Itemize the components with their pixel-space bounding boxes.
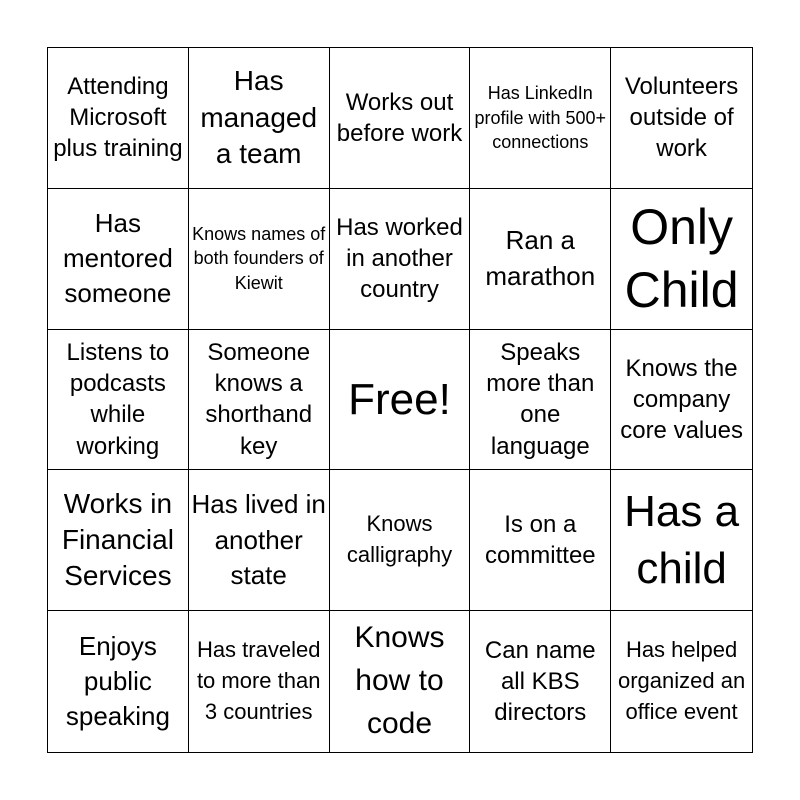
cell-text: Works out before work: [336, 88, 463, 147]
cell-text: Has managed a team: [200, 65, 318, 170]
cell-text: Enjoys public speaking: [65, 630, 170, 732]
cell-text: Speaks more than one language: [486, 339, 595, 460]
bingo-cell-15[interactable]: [611, 330, 752, 471]
bingo-cell-8[interactable]: [330, 189, 471, 330]
bingo-cell-14[interactable]: [470, 330, 611, 471]
bingo-cell-20[interactable]: [611, 470, 752, 611]
cell-text: Knows how to code: [354, 621, 445, 741]
bingo-cell-3[interactable]: [330, 48, 471, 189]
cell-text: Is on a committee: [484, 511, 596, 570]
bingo-cell-17[interactable]: [189, 470, 330, 611]
cell-text: Has LinkedIn profile with 500+ connections: [474, 83, 607, 153]
cell-text: Attending Microsoft plus training: [53, 73, 183, 163]
cell-text: Has mentored someone: [62, 207, 173, 309]
cell-text: Volunteers outside of work: [624, 73, 739, 163]
cell-text: Works in Financial Services: [61, 487, 174, 592]
bingo-cell-4[interactable]: [470, 48, 611, 189]
bingo-cell-1[interactable]: [48, 48, 189, 189]
cell-text: Knows names of both founders of Kiewit: [192, 223, 326, 293]
bingo-cell-18[interactable]: [330, 470, 471, 611]
bingo-board: [47, 47, 753, 753]
bingo-cell-23[interactable]: [330, 611, 471, 752]
cell-text: Has a child: [624, 487, 740, 594]
bingo-cell-13-free[interactable]: [330, 330, 471, 471]
bingo-cell-22[interactable]: [189, 611, 330, 752]
bingo-cell-12[interactable]: [189, 330, 330, 471]
cell-text: Has traveled to more than 3 countries: [196, 637, 321, 724]
bingo-cell-6[interactable]: [48, 189, 189, 330]
bingo-cell-5[interactable]: [611, 48, 752, 189]
bingo-cell-10[interactable]: [611, 189, 752, 330]
bingo-cell-25[interactable]: [611, 611, 752, 752]
cell-text: Only Child: [624, 199, 739, 318]
cell-text: Has worked in another country: [336, 213, 463, 304]
cell-text: Knows calligraphy: [346, 511, 453, 568]
cell-text: Listens to podcasts while working: [66, 339, 170, 460]
cell-text: Knows the company core values: [620, 354, 743, 445]
bingo-cell-9[interactable]: [470, 189, 611, 330]
cell-text: Has lived in another state: [191, 489, 326, 590]
bingo-cell-19[interactable]: [470, 470, 611, 611]
free-space-label: Free!: [348, 374, 451, 424]
bingo-cell-7[interactable]: [189, 189, 330, 330]
bingo-cell-21[interactable]: [48, 611, 189, 752]
cell-text: Ran a marathon: [485, 225, 596, 291]
bingo-cell-2[interactable]: [189, 48, 330, 189]
bingo-cell-24[interactable]: [470, 611, 611, 752]
bingo-cell-16[interactable]: [48, 470, 189, 611]
cell-text: Someone knows a shorthand key: [205, 339, 313, 460]
cell-text: Can name all KBS directors: [484, 636, 596, 727]
bingo-cell-11[interactable]: [48, 330, 189, 471]
cell-text: Has helped organized an office event: [617, 637, 746, 724]
